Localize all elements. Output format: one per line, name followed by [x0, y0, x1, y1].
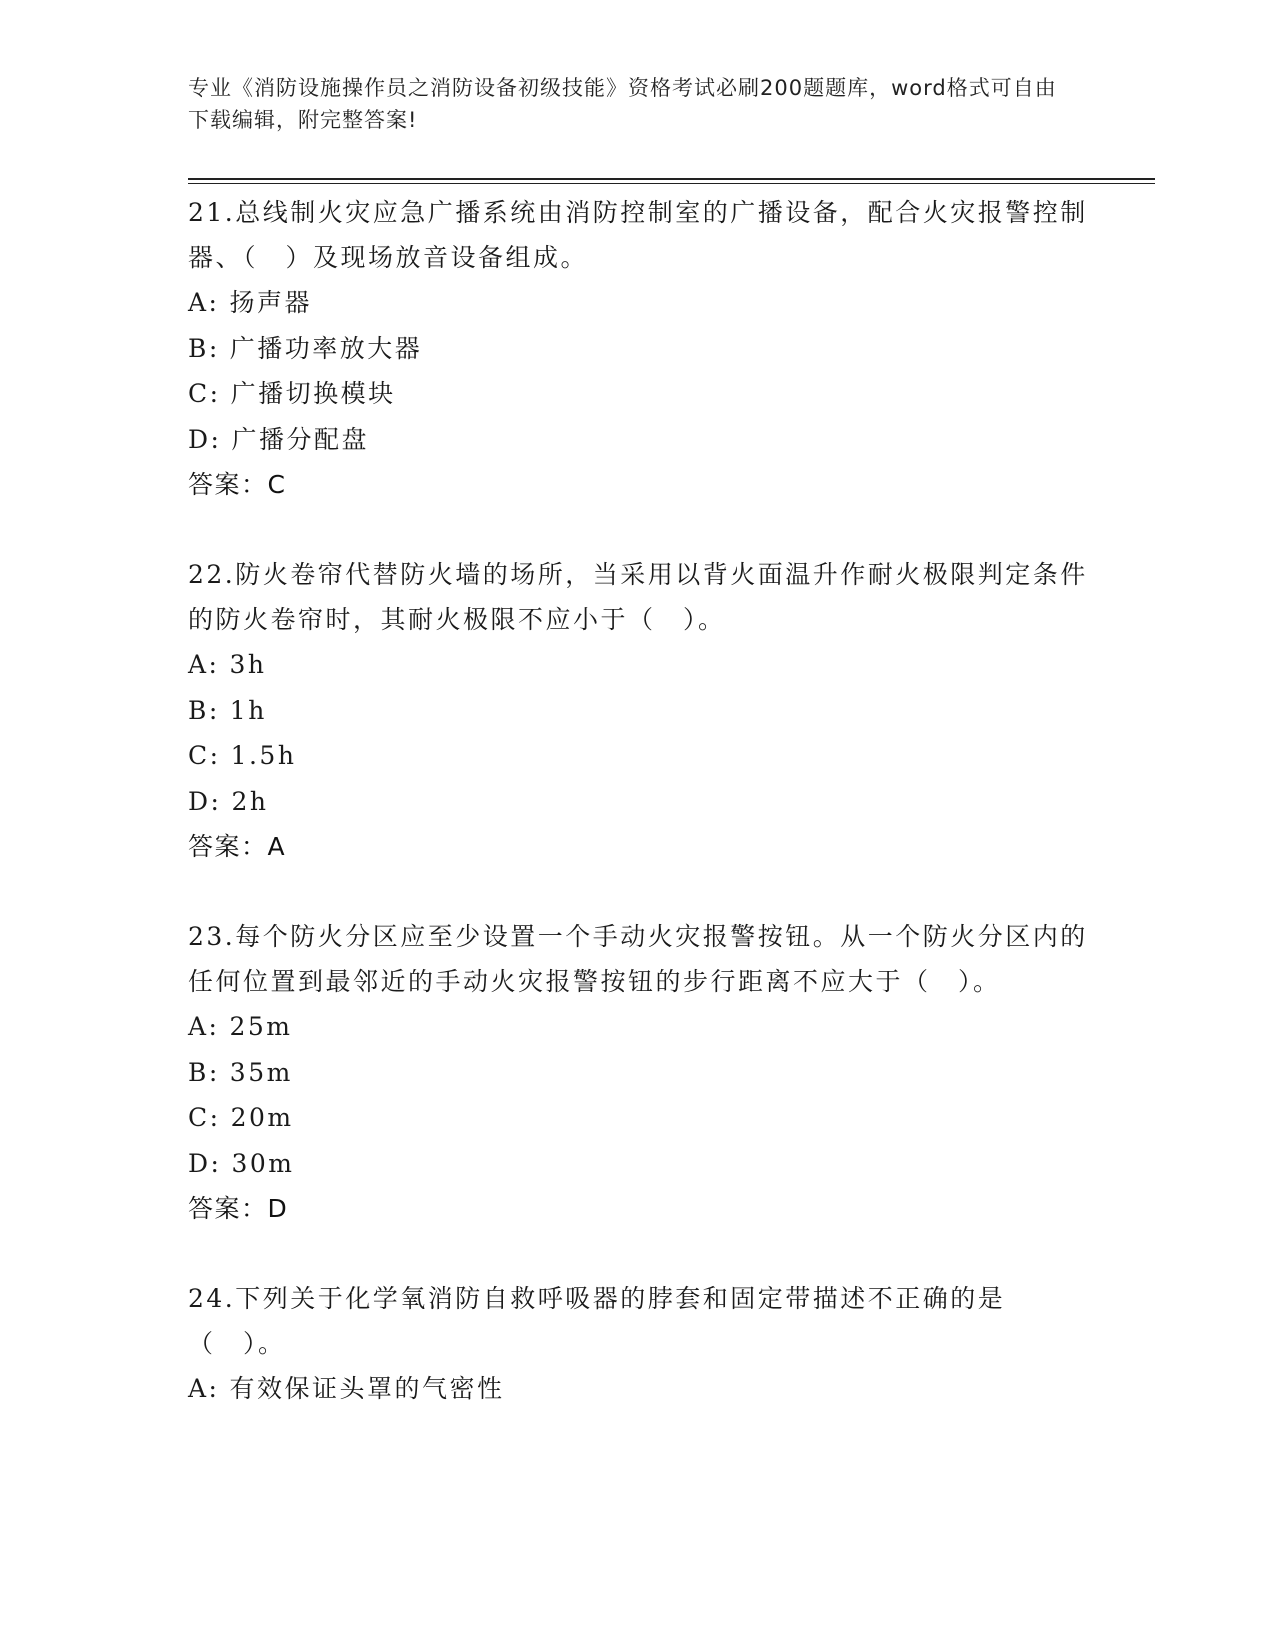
- option-a: [188, 1004, 1088, 1050]
- option-text: 广播分配盘: [231, 424, 369, 454]
- question-stem: 24.下列关于化学氧消防自救呼吸器的脖套和固定带描述不正确的是（ ）。: [188, 1284, 1006, 1358]
- option-a: [188, 642, 1088, 688]
- option-key: C:: [188, 741, 221, 770]
- option-key: D:: [188, 424, 222, 454]
- option-key: B:: [188, 333, 220, 363]
- option-text: 广播切换模块: [230, 379, 396, 408]
- option-d: [188, 1141, 1088, 1187]
- option-key: A:: [188, 288, 220, 317]
- option-key: B:: [188, 695, 220, 725]
- header-rule-thick: [188, 178, 1155, 180]
- option-c: [188, 371, 1088, 417]
- option-key: C:: [188, 379, 221, 408]
- option-text: 广播功率放大器: [229, 333, 423, 363]
- option-text: 3h: [229, 650, 267, 679]
- option-text: 30m: [231, 1148, 295, 1178]
- option-b: [188, 326, 1088, 372]
- option-text: 1h: [229, 695, 267, 725]
- answer-line: 答案：A: [188, 832, 287, 861]
- option-key: B:: [188, 1057, 220, 1087]
- option-key: C:: [188, 1103, 221, 1132]
- question-list: [188, 190, 1088, 1456]
- option-a: [188, 1366, 1088, 1412]
- question-23: [188, 914, 1088, 1232]
- answer-line: 答案：C: [188, 470, 287, 499]
- answer-line: 答案：D: [188, 1194, 289, 1223]
- question-24: [188, 1276, 1088, 1412]
- question-21: [188, 190, 1088, 508]
- option-d: [188, 417, 1088, 463]
- question-stem: 23.每个防火分区应至少设置一个手动火灾报警按钮。从一个防火分区内的任何位置到最邻近的手动火灾报警按钮的步行距离不应大于（ ）。: [188, 922, 1088, 996]
- option-text: 有效保证头罩的气密性: [229, 1374, 505, 1403]
- option-text: 1.5h: [230, 741, 297, 770]
- option-key: A:: [188, 1012, 220, 1041]
- option-text: 扬声器: [229, 288, 312, 317]
- question-stem: 21.总线制火灾应急广播系统由消防控制室的广播设备，配合火灾报警控制器、（ ）及现场放音设备组成。: [188, 198, 1088, 272]
- option-c: [188, 733, 1088, 779]
- option-text: 20m: [230, 1103, 294, 1132]
- option-text: 35m: [229, 1057, 293, 1087]
- option-key: D:: [188, 1148, 222, 1178]
- option-c: [188, 1095, 1088, 1141]
- option-key: A:: [188, 650, 220, 679]
- header-rule-thin: [188, 183, 1155, 184]
- question-22: [188, 552, 1088, 870]
- option-key: A:: [188, 1374, 220, 1403]
- question-stem: 22.防火卷帘代替防火墙的场所，当采用以背火面温升作耐火极限判定条件的防火卷帘时，其耐火极限不应小于（ ）。: [188, 560, 1088, 634]
- option-d: [188, 779, 1088, 825]
- document-header: 专业《消防设施操作员之消防设备初级技能》资格考试必刷200题题库，word格式可自由下载编辑，附完整答案!: [188, 76, 1057, 132]
- option-text: 25m: [229, 1012, 293, 1041]
- option-text: 2h: [231, 786, 269, 816]
- option-a: [188, 280, 1088, 326]
- option-b: [188, 1050, 1088, 1096]
- option-b: [188, 688, 1088, 734]
- option-key: D:: [188, 786, 222, 816]
